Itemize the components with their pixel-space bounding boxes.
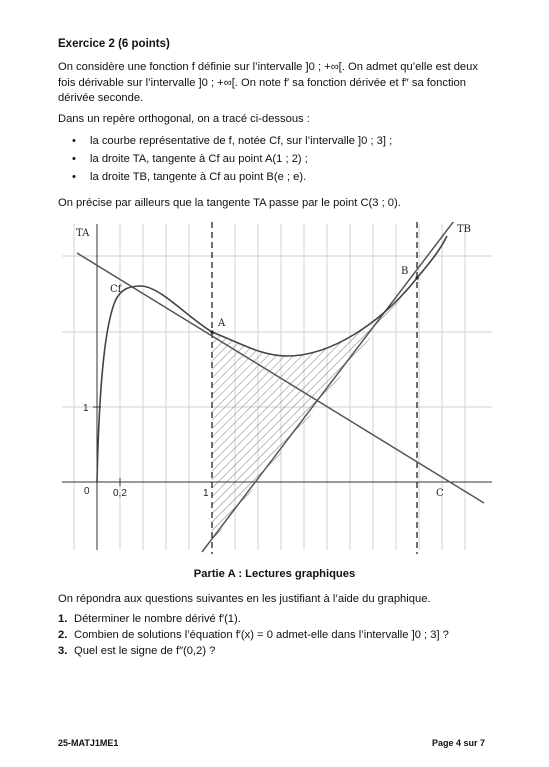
label-point-a: A: [218, 318, 226, 329]
bullet-text: la droite TA, tangente à Cf au point A(1 ; 2) ;: [90, 153, 308, 165]
label-y-tick-1: 1: [83, 403, 89, 414]
hatched-region: [212, 278, 417, 542]
label-point-c: C: [436, 488, 444, 499]
part-a-intro: On répondra aux questions suivantes en les justifiant à l’aide du graphique.: [58, 593, 431, 605]
bullet-text: la courbe représentative de f, notée Cf, sur l’intervalle ]0 ; 3] ;: [90, 135, 393, 147]
label-ta: TA: [76, 228, 90, 239]
question-3: [58, 645, 215, 657]
bullet-icon: •: [72, 135, 76, 147]
bullet-text: la droite TB, tangente à Cf au point B(e ; e).: [90, 171, 307, 183]
function-graph: [62, 222, 492, 554]
footer-code: 25-MATJ1ME1: [58, 738, 119, 748]
exercise-intro: On considère une fonction f définie sur l’intervalle ]0 ; +∞[. On admet qu’elle est deux fois dérivable sur l’intervalle ]0 ; +∞[. On note f′ sa fonction dérivée et f″ sa fonction dérivée seconde.: [58, 61, 478, 104]
bullet-icon: •: [72, 153, 76, 165]
label-x-tick-1: 1: [203, 488, 209, 499]
tangent-ta-line: [77, 253, 484, 503]
marked-points: [210, 276, 418, 333]
part-a-heading: Partie A : Lectures graphiques: [193, 568, 356, 580]
exercise-note: On précise par ailleurs que la tangente TA passe par le point C(3 ; 0).: [58, 197, 401, 209]
label-tb: TB: [457, 224, 472, 235]
label-origin: 0: [84, 486, 90, 497]
question-1: [58, 613, 241, 625]
footer-page-number: Page 4 sur 7: [431, 738, 485, 748]
bullet-icon: •: [72, 171, 76, 183]
question-number: 2.: [58, 629, 68, 641]
label-cf: Cf: [110, 284, 122, 295]
question-text: Quel est le signe de f″(0,2) ?: [74, 645, 216, 657]
label-x-tick-02: 0,2: [113, 488, 127, 499]
label-point-b: B: [401, 266, 409, 277]
question-text: Déterminer le nombre dérivé f′(1).: [74, 613, 241, 625]
question-text: Combien de solutions l’équation f′(x) = 0 admet-elle dans l’intervalle ]0 ; 3] ?: [74, 629, 449, 641]
exercise-context: Dans un repère orthogonal, on a tracé ci-dessous :: [58, 113, 310, 125]
question-number: 1.: [58, 613, 68, 625]
question-number: 3.: [58, 645, 68, 657]
exercise-title: Exercice 2 (6 points): [58, 38, 170, 50]
question-2: [58, 629, 449, 641]
